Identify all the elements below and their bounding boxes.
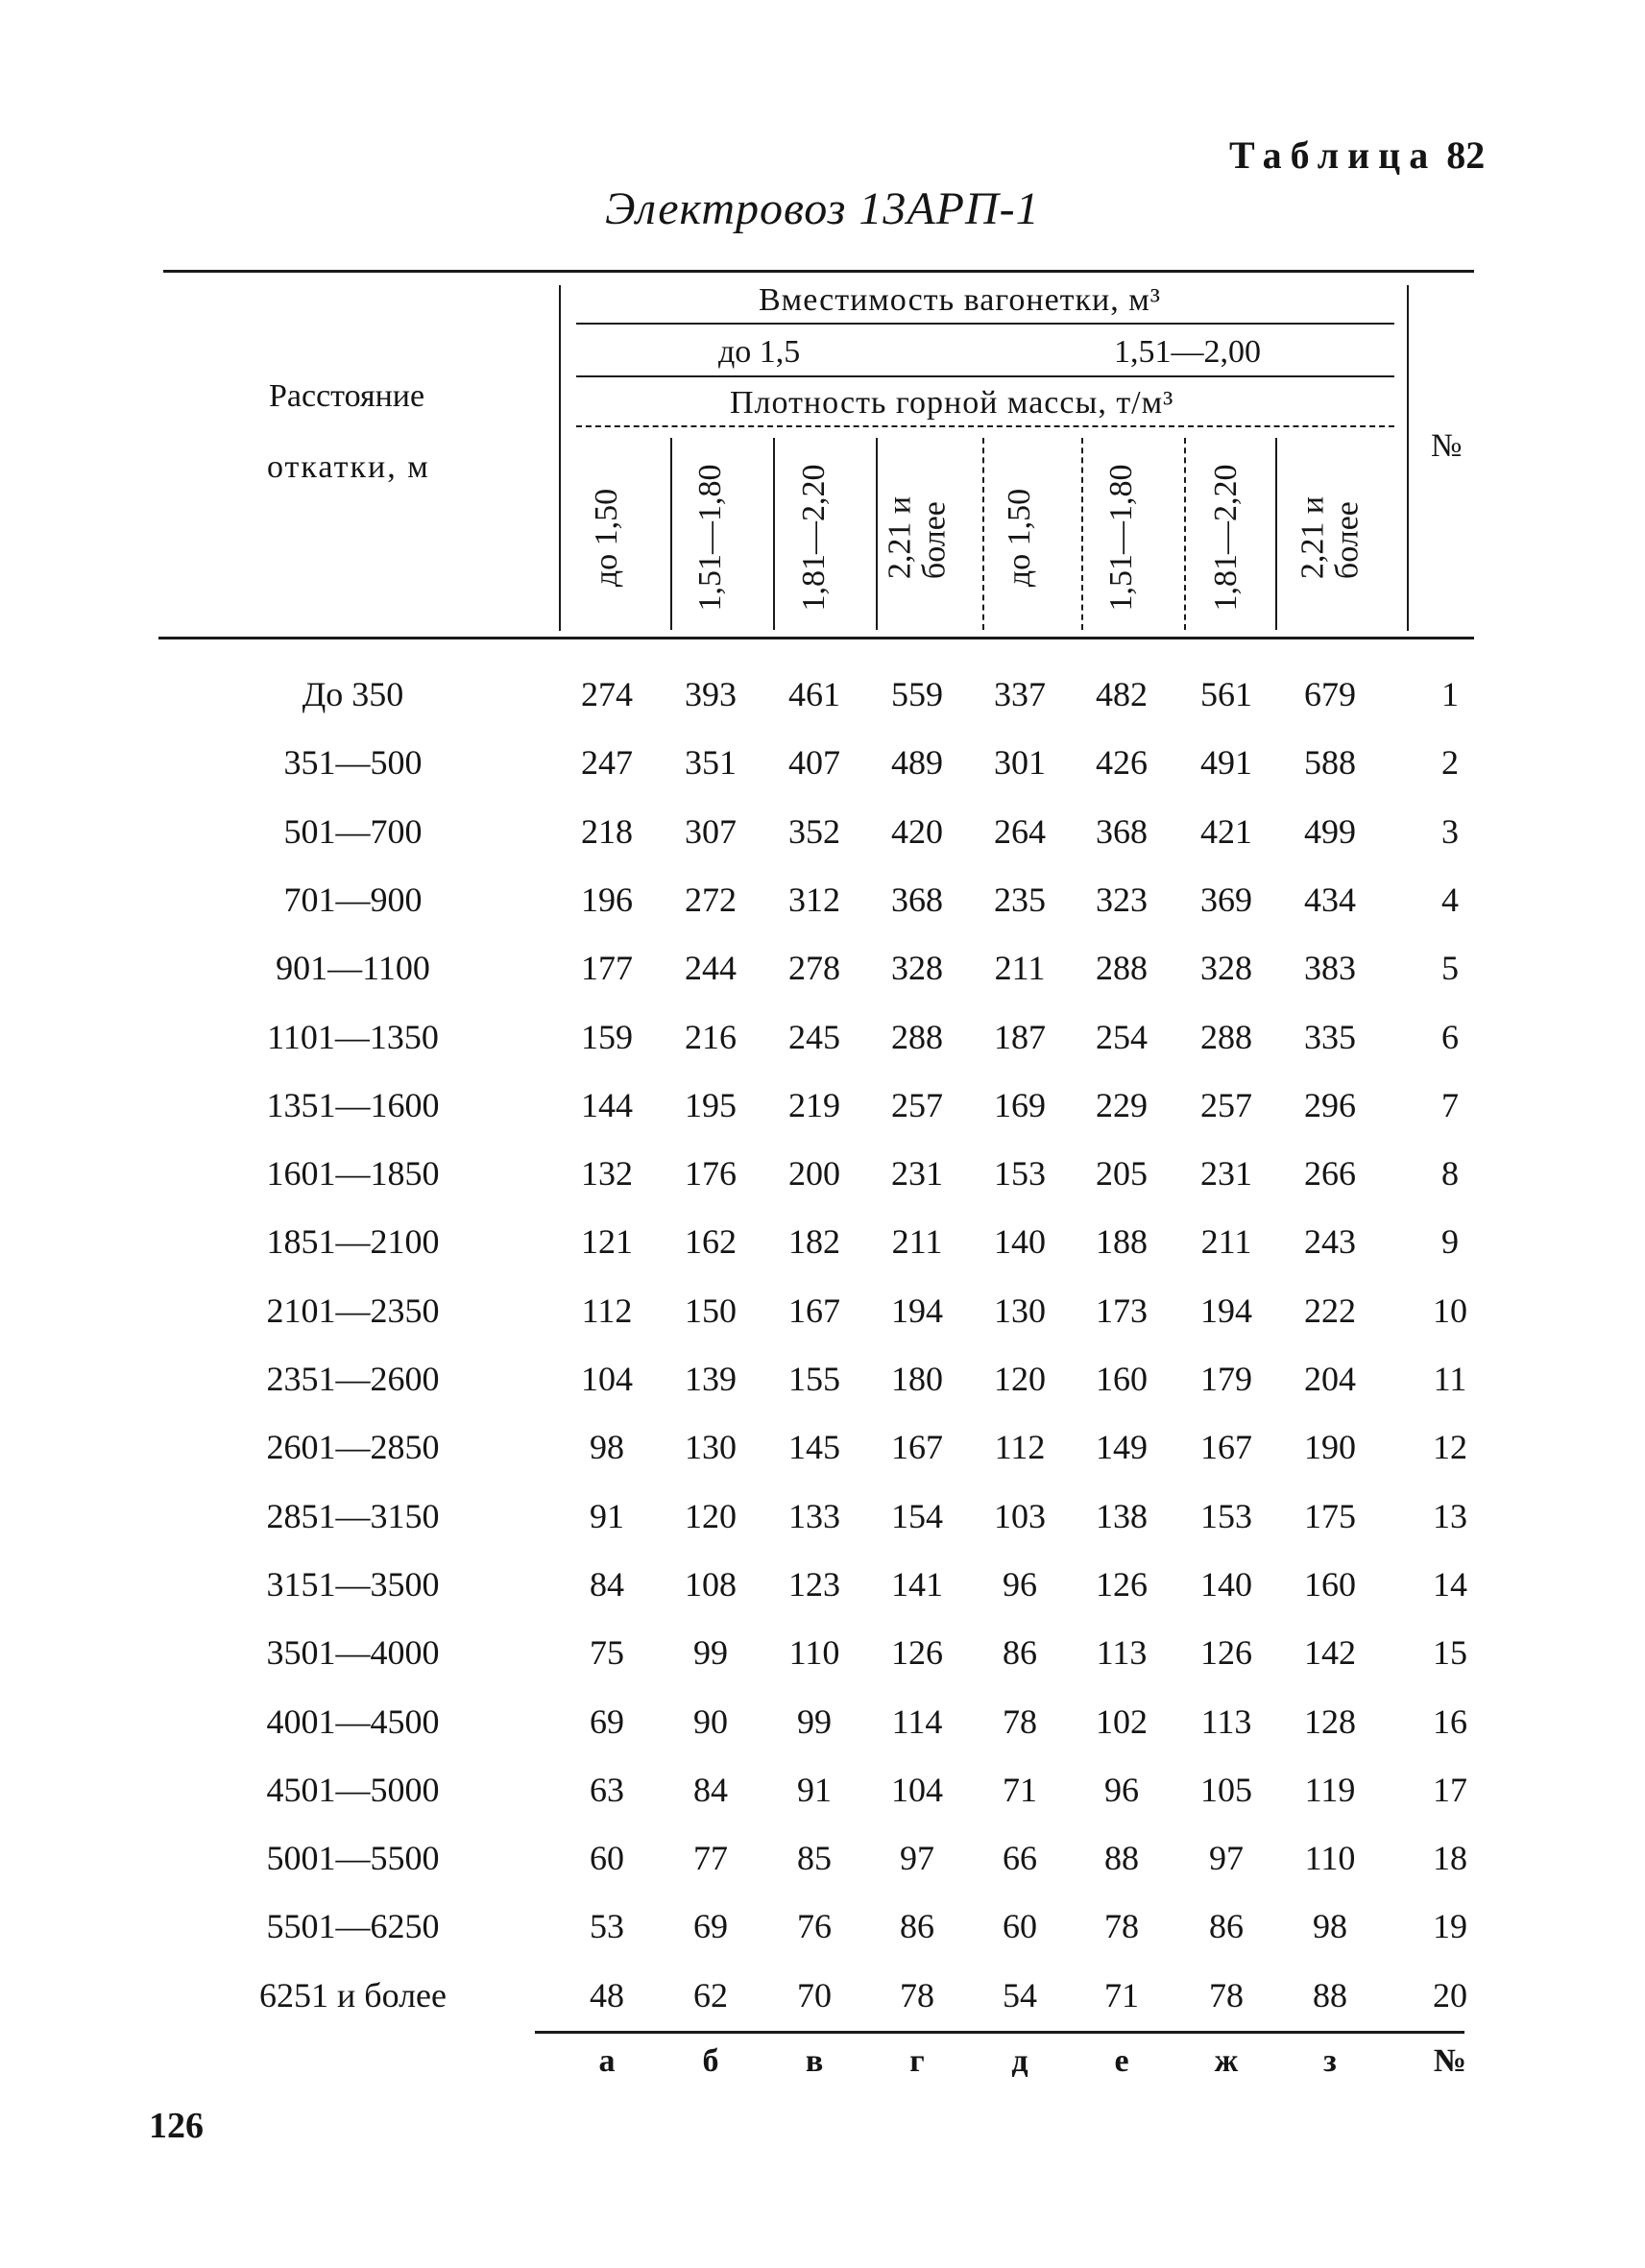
table-cell: 133 (788, 1497, 840, 1535)
table-cell: 307 (685, 812, 737, 851)
table-cell: 351 (685, 743, 737, 782)
density-col-header-4 (883, 496, 951, 579)
table-cell: 182 (788, 1222, 840, 1261)
table-cell: 66 (1003, 1839, 1037, 1877)
row-number: 8 (1441, 1154, 1459, 1193)
column-letter: в (805, 2043, 824, 2079)
row-label: 2851—3150 (266, 1497, 440, 1535)
number-header: № (1431, 428, 1463, 464)
table-cell: 407 (788, 743, 840, 782)
table-cell: 123 (788, 1565, 840, 1604)
table-cell: 71 (1003, 1771, 1037, 1809)
table-cell: 112 (581, 1291, 633, 1330)
row-label: До 350 (302, 675, 404, 713)
table-cell: 288 (1096, 949, 1148, 987)
row-label: 501—700 (283, 812, 423, 851)
table-cell: 130 (994, 1291, 1046, 1330)
table-cell: 393 (685, 675, 737, 713)
table-cell: 78 (1003, 1702, 1037, 1741)
table-cell: 153 (1200, 1497, 1252, 1535)
table-cell: 235 (994, 881, 1046, 919)
table-cell: 96 (1104, 1771, 1139, 1809)
table-cell: 130 (685, 1428, 737, 1466)
table-cell: 88 (1313, 1976, 1347, 2015)
table-cell: 219 (788, 1086, 840, 1124)
table-cell: 179 (1200, 1360, 1252, 1398)
table-cell: 180 (891, 1360, 943, 1398)
table-cell: 195 (685, 1086, 737, 1124)
row-label: 2101—2350 (266, 1291, 440, 1330)
table-cell: 48 (590, 1976, 624, 2015)
density-col-header-line: 2,21 и (1294, 495, 1331, 580)
table-cell: 272 (685, 881, 737, 919)
table-cell: 312 (788, 881, 840, 919)
table-cell: 104 (581, 1360, 633, 1398)
table-cell: 328 (1200, 949, 1252, 987)
column-letter: № (1433, 2043, 1467, 2079)
table-cell: 257 (1200, 1086, 1252, 1124)
capacity-group-1: до 1,5 (718, 334, 801, 370)
table-cell: 243 (1304, 1222, 1356, 1261)
table-cell: 132 (581, 1154, 633, 1193)
density-col-header-line: 1,81—2,20 (1208, 464, 1245, 612)
density-col-header-line: до 1,50 (1002, 488, 1038, 588)
table-cell: 104 (891, 1771, 943, 1809)
table-cell: 112 (994, 1428, 1046, 1466)
table-label (1229, 133, 1485, 178)
table-cell: 211 (1200, 1222, 1252, 1261)
table-cell: 296 (1304, 1086, 1356, 1124)
table-cell: 149 (1096, 1428, 1148, 1466)
table-cell: 187 (994, 1018, 1046, 1056)
table-cell: 113 (1096, 1633, 1148, 1672)
table-cell: 108 (685, 1565, 737, 1604)
row-number: 17 (1433, 1771, 1467, 1809)
column-letter: г (909, 2043, 925, 2079)
header-left-divider (559, 285, 561, 631)
capacity-group-2: 1,51—2,00 (1114, 334, 1261, 370)
table-cell: 160 (1304, 1565, 1356, 1604)
column-letter: а (598, 2043, 616, 2079)
table-cell: 204 (1304, 1360, 1356, 1398)
table-cell: 254 (1096, 1018, 1148, 1056)
row-number: 1 (1441, 675, 1459, 713)
column-letter: б (702, 2043, 719, 2079)
row-number: 11 (1433, 1360, 1467, 1398)
table-cell: 421 (1200, 812, 1252, 851)
header-right-divider (1407, 285, 1409, 631)
table-cell: 323 (1096, 881, 1148, 919)
table-cell: 167 (1200, 1428, 1252, 1466)
table-cell: 216 (685, 1018, 737, 1056)
table-cell: 257 (891, 1086, 943, 1124)
table-cell: 211 (994, 949, 1046, 987)
table-cell: 588 (1304, 743, 1356, 782)
table-cell: 76 (797, 1907, 832, 1945)
table-cell: 63 (590, 1771, 624, 1809)
density-col-header-3 (797, 465, 832, 612)
table-cell: 126 (1200, 1633, 1252, 1672)
row-number: 13 (1433, 1497, 1467, 1535)
table-cell: 274 (581, 675, 633, 713)
table-cell: 335 (1304, 1018, 1356, 1056)
table-cell: 499 (1304, 812, 1356, 851)
table-cell: 62 (693, 1976, 728, 2015)
table-cell: 140 (994, 1222, 1046, 1261)
table-cell: 53 (590, 1907, 624, 1945)
row-header-line1: Расстояние (269, 378, 425, 414)
col-divider-7 (1275, 438, 1277, 630)
table-cell: 461 (788, 675, 840, 713)
table-cell: 91 (590, 1497, 624, 1535)
col-divider-6 (1184, 438, 1186, 630)
table-cell: 114 (891, 1702, 943, 1741)
table-cell: 231 (1200, 1154, 1252, 1193)
table-cell: 420 (891, 812, 943, 851)
density-col-header-line: более (1329, 501, 1365, 580)
table-cell: 78 (900, 1976, 934, 2015)
row-label: 6251 и более (258, 1976, 448, 2015)
table-cell: 176 (685, 1154, 737, 1193)
density-col-header-line: до 1,50 (589, 488, 625, 588)
table-cell: 69 (590, 1702, 624, 1741)
row-header-line2: откатки, м (267, 449, 430, 485)
table-cell: 383 (1304, 949, 1356, 987)
table-cell: 196 (581, 881, 633, 919)
row-number: 4 (1441, 881, 1459, 919)
row-label: 3501—4000 (266, 1633, 440, 1672)
table-cell: 245 (788, 1018, 840, 1056)
table-number: 82 (1446, 133, 1486, 177)
table-cell: 247 (581, 743, 633, 782)
table-cell: 482 (1096, 675, 1148, 713)
table-cell: 190 (1304, 1428, 1356, 1466)
row-label: 901—1100 (276, 949, 430, 987)
table-cell: 167 (788, 1291, 840, 1330)
table-cell: 84 (590, 1565, 624, 1604)
capacity-rule (576, 323, 1394, 325)
row-label: 3151—3500 (266, 1565, 440, 1604)
table-cell: 78 (1104, 1907, 1139, 1945)
table-cell: 120 (994, 1360, 1046, 1398)
table-cell: 167 (891, 1428, 943, 1466)
table-cell: 301 (994, 743, 1046, 782)
table-cell: 368 (891, 881, 943, 919)
density-col-header-line: 1,81—2,20 (796, 464, 833, 612)
row-label: 5001—5500 (266, 1839, 440, 1877)
column-letter: е (1114, 2043, 1129, 2079)
table-cell: 69 (693, 1907, 728, 1945)
table-cell: 244 (685, 949, 737, 987)
table-cell: 86 (1209, 1907, 1244, 1945)
density-col-header-line: 1,51—1,80 (1103, 464, 1140, 612)
table-cell: 368 (1096, 812, 1148, 851)
table-cell: 352 (788, 812, 840, 851)
table-cell: 110 (1304, 1839, 1356, 1877)
table-cell: 266 (1304, 1154, 1356, 1193)
table-cell: 138 (1096, 1497, 1148, 1535)
col-divider-3 (876, 438, 878, 630)
table-cell: 264 (994, 812, 1046, 851)
density-col-header-7 (1209, 465, 1244, 612)
table-cell: 369 (1200, 881, 1252, 919)
page-number: 126 (149, 2106, 204, 2146)
table-cell: 86 (1003, 1633, 1037, 1672)
row-number: 7 (1441, 1086, 1459, 1124)
table-cell: 86 (900, 1907, 934, 1945)
row-number: 14 (1433, 1565, 1467, 1604)
row-number: 2 (1441, 743, 1459, 782)
table-cell: 113 (1200, 1702, 1252, 1741)
table-cell: 88 (1104, 1839, 1139, 1877)
table-cell: 154 (891, 1497, 943, 1535)
row-number: 15 (1433, 1633, 1467, 1672)
row-number: 10 (1433, 1291, 1467, 1330)
table-cell: 561 (1200, 675, 1252, 713)
table-cell: 278 (788, 949, 840, 987)
capacity-label: Вместимость вагонетки, м³ (759, 282, 1161, 318)
row-label: 701—900 (283, 881, 423, 919)
row-label: 2351—2600 (266, 1360, 440, 1398)
table-cell: 54 (1003, 1976, 1037, 2015)
table-cell: 120 (685, 1497, 737, 1535)
table-cell: 328 (891, 949, 943, 987)
table-cell: 139 (685, 1360, 737, 1398)
col-divider-5 (1081, 438, 1083, 630)
table-cell: 140 (1200, 1565, 1252, 1604)
table-cell: 98 (590, 1428, 624, 1466)
table-cell: 60 (590, 1839, 624, 1877)
row-number: 12 (1433, 1428, 1467, 1466)
table-cell: 150 (685, 1291, 737, 1330)
body-bottom-rule (535, 2031, 1464, 2034)
table-cell: 110 (788, 1633, 840, 1672)
row-label: 5501—6250 (266, 1907, 440, 1945)
header-bottom-rule (158, 637, 1474, 639)
table-cell: 90 (693, 1702, 728, 1741)
col-divider-1 (670, 438, 672, 630)
row-number: 6 (1441, 1018, 1459, 1056)
table-cell: 159 (581, 1018, 633, 1056)
table-cell: 128 (1304, 1702, 1356, 1741)
density-col-header-line: 1,51—1,80 (692, 464, 729, 612)
table-cell: 153 (994, 1154, 1046, 1193)
table-cell: 97 (900, 1839, 934, 1877)
table-cell: 434 (1304, 881, 1356, 919)
row-number: 3 (1441, 812, 1459, 851)
table-cell: 679 (1304, 675, 1356, 713)
row-number: 16 (1433, 1702, 1467, 1741)
table-cell: 144 (581, 1086, 633, 1124)
density-rule (576, 425, 1394, 427)
table-cell: 218 (581, 812, 633, 851)
table-cell: 426 (1096, 743, 1148, 782)
group-rule (576, 375, 1394, 377)
density-col-header-1 (590, 489, 624, 587)
table-cell: 491 (1200, 743, 1252, 782)
table-cell: 200 (788, 1154, 840, 1193)
density-col-header-6 (1104, 465, 1139, 612)
row-label: 1351—1600 (266, 1086, 440, 1124)
density-col-header-line: более (916, 501, 952, 580)
column-letter: д (1011, 2043, 1028, 2079)
table-cell: 84 (693, 1771, 728, 1809)
table-cell: 229 (1096, 1086, 1148, 1124)
table-cell: 75 (590, 1633, 624, 1672)
row-number: 20 (1433, 1976, 1467, 2015)
table-cell: 103 (994, 1497, 1046, 1535)
row-label: 351—500 (283, 743, 423, 782)
table-cell: 77 (693, 1839, 728, 1877)
col-divider-2 (773, 438, 775, 630)
table-cell: 288 (1200, 1018, 1252, 1056)
table-cell: 97 (1209, 1839, 1244, 1877)
table-cell: 188 (1096, 1222, 1148, 1261)
table-cell: 99 (693, 1633, 728, 1672)
column-letter: ж (1214, 2043, 1239, 2079)
row-label: 1601—1850 (266, 1154, 440, 1193)
row-label: 1851—2100 (266, 1222, 440, 1261)
table-cell: 99 (797, 1702, 832, 1741)
table-cell: 211 (891, 1222, 943, 1261)
table-cell: 169 (994, 1086, 1046, 1124)
row-label: 4001—4500 (266, 1702, 440, 1741)
table-word: Таблица (1229, 133, 1438, 177)
table-cell: 194 (1200, 1291, 1252, 1330)
row-label: 4501—5000 (266, 1771, 440, 1809)
col-divider-4 (982, 438, 984, 630)
row-number: 9 (1441, 1222, 1459, 1261)
table-cell: 205 (1096, 1154, 1148, 1193)
table-cell: 175 (1304, 1497, 1356, 1535)
table-cell: 155 (788, 1360, 840, 1398)
table-cell: 489 (891, 743, 943, 782)
table-cell: 70 (797, 1976, 832, 2015)
table-cell: 126 (891, 1633, 943, 1672)
table-cell: 119 (1304, 1771, 1356, 1809)
row-number: 19 (1433, 1907, 1467, 1945)
table-cell: 102 (1096, 1702, 1148, 1741)
row-label: 2601—2850 (266, 1428, 440, 1466)
row-number: 5 (1441, 949, 1459, 987)
table-cell: 160 (1096, 1360, 1148, 1398)
table-cell: 121 (581, 1222, 633, 1261)
table-cell: 222 (1304, 1291, 1356, 1330)
page-title: Электровоз 13АРП-1 (605, 183, 1040, 234)
table-cell: 231 (891, 1154, 943, 1193)
table-cell: 162 (685, 1222, 737, 1261)
table-cell: 85 (797, 1839, 832, 1877)
density-label: Плотность горной массы, т/м³ (730, 385, 1174, 421)
column-letter: з (1323, 2043, 1337, 2079)
row-label: 1101—1350 (267, 1018, 439, 1056)
table-cell: 288 (891, 1018, 943, 1056)
table-cell: 142 (1304, 1633, 1356, 1672)
table-cell: 71 (1104, 1976, 1139, 2015)
row-number: 18 (1433, 1839, 1467, 1877)
density-col-header-8 (1295, 496, 1364, 579)
table-cell: 337 (994, 675, 1046, 713)
density-col-header-5 (1003, 489, 1037, 587)
table-cell: 105 (1200, 1771, 1252, 1809)
table-cell: 96 (1003, 1565, 1037, 1604)
table-cell: 141 (891, 1565, 943, 1604)
table-cell: 78 (1209, 1976, 1244, 2015)
density-col-header-line: 2,21 и (882, 495, 918, 580)
table-top-rule (163, 270, 1474, 273)
density-col-header-2 (693, 465, 728, 612)
table-cell: 173 (1096, 1291, 1148, 1330)
table-cell: 126 (1096, 1565, 1148, 1604)
table-cell: 177 (581, 949, 633, 987)
table-cell: 91 (797, 1771, 832, 1809)
table-cell: 194 (891, 1291, 943, 1330)
table-cell: 559 (891, 675, 943, 713)
table-cell: 60 (1003, 1907, 1037, 1945)
table-cell: 98 (1313, 1907, 1347, 1945)
table-cell: 145 (788, 1428, 840, 1466)
